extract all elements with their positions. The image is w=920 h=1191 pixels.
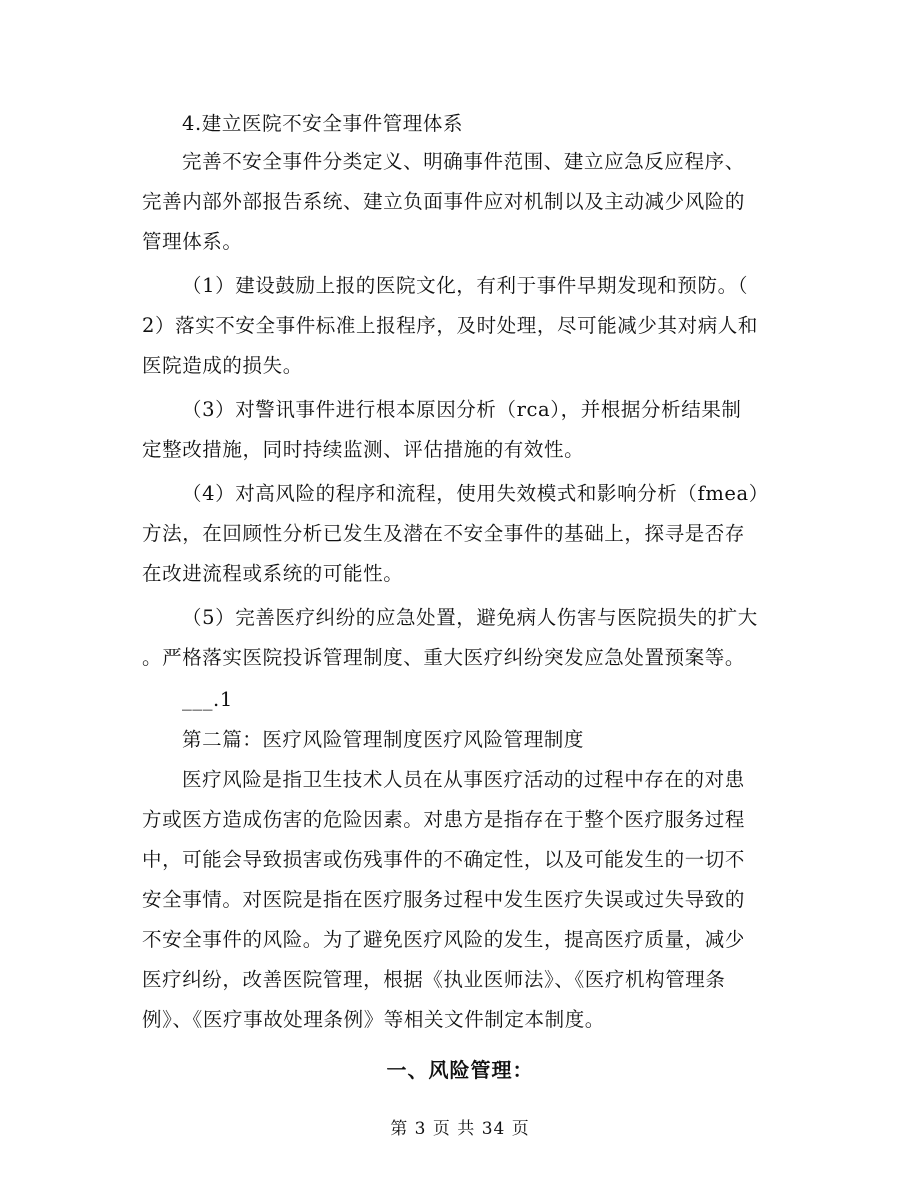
list-item-line: 2）落实不安全事件标准上报程序，及时处理，尽可能减少其对病人和: [142, 314, 759, 337]
section-marker: ___.1: [182, 688, 233, 711]
section-heading: 一、风险管理：: [386, 1058, 534, 1082]
list-item-line: 医院造成的损失。: [142, 354, 303, 377]
paragraph-line: 完善内部外部报告系统、建立负面事件应对机制以及主动减少风险的: [142, 190, 746, 213]
paragraph-line: 中，可能会导致损害或伤残事件的不确定性，以及可能发生的一切不: [142, 848, 746, 871]
paragraph-line: 安全事情。对医院是指在医疗服务过程中发生医疗失误或过失导致的: [142, 888, 746, 911]
chapter-title: 第二篇：医疗风险管理制度医疗风险管理制度: [182, 728, 585, 751]
list-item-line: 定整改措施，同时持续监测、评估措施的有效性。: [142, 438, 585, 461]
section-title: 4.建立医院不安全事件管理体系: [182, 112, 464, 135]
paragraph-line: 医疗风险是指卫生技术人员在从事医疗活动的过程中存在的对患: [182, 768, 745, 791]
list-item-line: 在改进流程或系统的可能性。: [142, 562, 404, 585]
paragraph-line: 例》、《医疗事故处理条例》等相关文件制定本制度。: [142, 1008, 605, 1031]
paragraph-line: 方或医方造成伤害的危险因素。对患方是指存在于整个医疗服务过程: [142, 808, 746, 831]
list-item-line: （4）对高风险的程序和流程，使用失效模式和影响分析（fmea）: [182, 482, 769, 505]
paragraph-line: 管理体系。: [142, 230, 243, 253]
list-item-line: （5）完善医疗纠纷的应急处置，避免病人伤害与医院损失的扩大: [182, 606, 758, 629]
list-item-line: （3）对警讯事件进行根本原因分析（rca），并根据分析结果制: [182, 398, 742, 421]
page-footer: 第 3 页 共 34 页: [390, 1119, 530, 1139]
list-item-line: （1）建设鼓励上报的医院文化，有利于事件早期发现和预防。（: [182, 274, 749, 297]
paragraph-line: 医疗纠纷，改善医院管理，根据《执业医师法》、《医疗机构管理条: [142, 968, 726, 991]
paragraph-line: 不安全事件的风险。为了避免医疗风险的发生，提高医疗质量，减少: [142, 928, 746, 951]
paragraph-line: 完善不安全事件分类定义、明确事件范围、建立应急反应程序、: [182, 150, 745, 173]
list-item-line: 方法，在回顾性分析已发生及潜在不安全事件的基础上，探寻是否存: [142, 522, 746, 545]
list-item-line: 。严格落实医院投诉管理制度、重大医疗纠纷突发应急处置预案等。: [142, 646, 746, 669]
